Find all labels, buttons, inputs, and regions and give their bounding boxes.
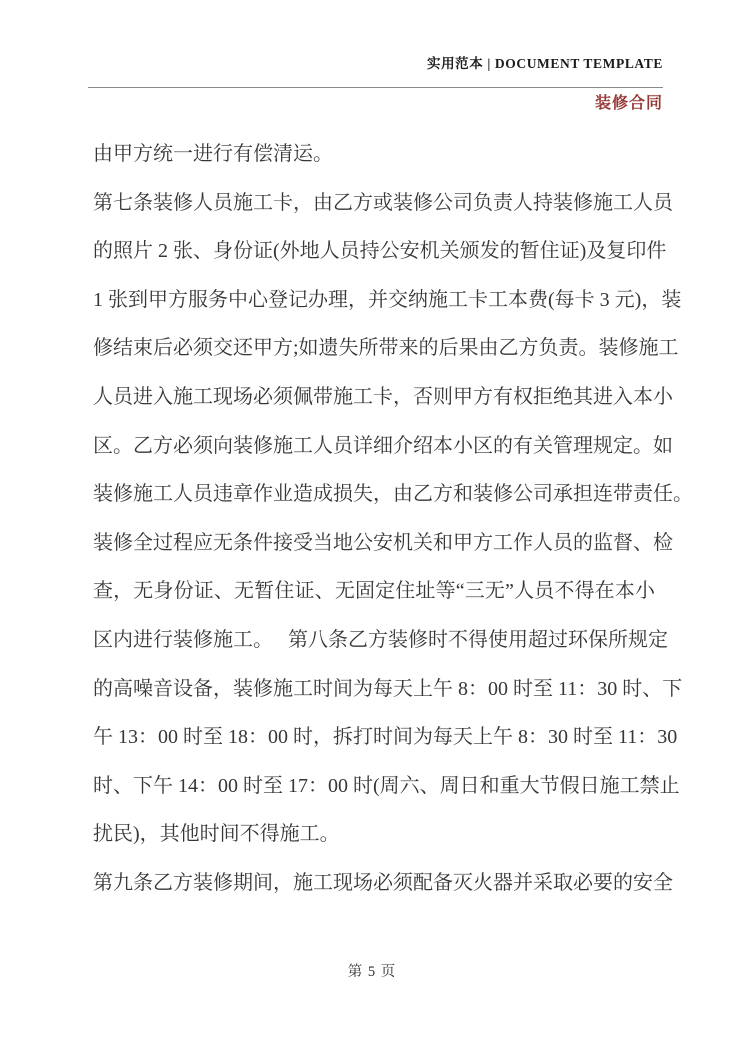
body-line: 装修全过程应无条件接受当地公安机关和甲方工作人员的监督、检: [93, 531, 673, 554]
header-divider-line: [88, 87, 663, 88]
body-line: 装修施工人员违章作业造成损失，由乙方和装修公司承担连带责任。: [93, 483, 693, 506]
body-line: 区。乙方必须向装修施工人员详细介绍本小区的有关管理规定。如: [93, 434, 673, 457]
body-line: 区内进行装修施工。 第八条乙方装修时不得使用超过环保所规定: [93, 628, 668, 651]
body-line: 由甲方统一进行有偿清运。: [93, 143, 333, 165]
body-line: 的高噪音设备，装修施工时间为每天上午 8：00 时至 11：30 时、下: [93, 677, 683, 700]
body-line: 查，无身份证、无暂住证、无固定住址等“三无”人员不得在本小: [93, 580, 655, 603]
body-line: 午 13：00 时至 18：00 时，拆打时间为每天上午 8：30 时至 11：30: [93, 726, 678, 749]
body-line: 的照片 2 张、身份证(外地人员持公安机关颁发的暂住证)及复印件: [93, 240, 667, 263]
body-line: 时、下午 14：00 时至 17：00 时(周六、周日和重大节假日施工禁止: [93, 774, 680, 797]
body-line: 人员进入施工现场必须佩带施工卡，否则甲方有权拒绝其进入本小: [93, 385, 673, 408]
page-number: 第 5 页: [347, 964, 397, 980]
header-brand-text: 实用范本 | DOCUMENT TEMPLATE: [426, 56, 663, 71]
body-line: 修结束后必须交还甲方;如遗失所带来的后果由乙方负责。装修施工: [93, 337, 679, 360]
body-line: 1 张到甲方服务中心登记办理，并交纳施工卡工本费(每卡 3 元)，装: [93, 288, 682, 311]
contract-body: [93, 130, 693, 908]
document-title: 装修合同: [594, 95, 663, 112]
body-line: 第七条装修人员施工卡，由乙方或装修公司负责人持装修施工人员: [93, 191, 673, 214]
body-line: 第九条乙方装修期间，施工现场必须配备灭火器并采取必要的安全: [93, 871, 673, 894]
body-line: 扰民)，其他时间不得施工。: [93, 823, 340, 846]
